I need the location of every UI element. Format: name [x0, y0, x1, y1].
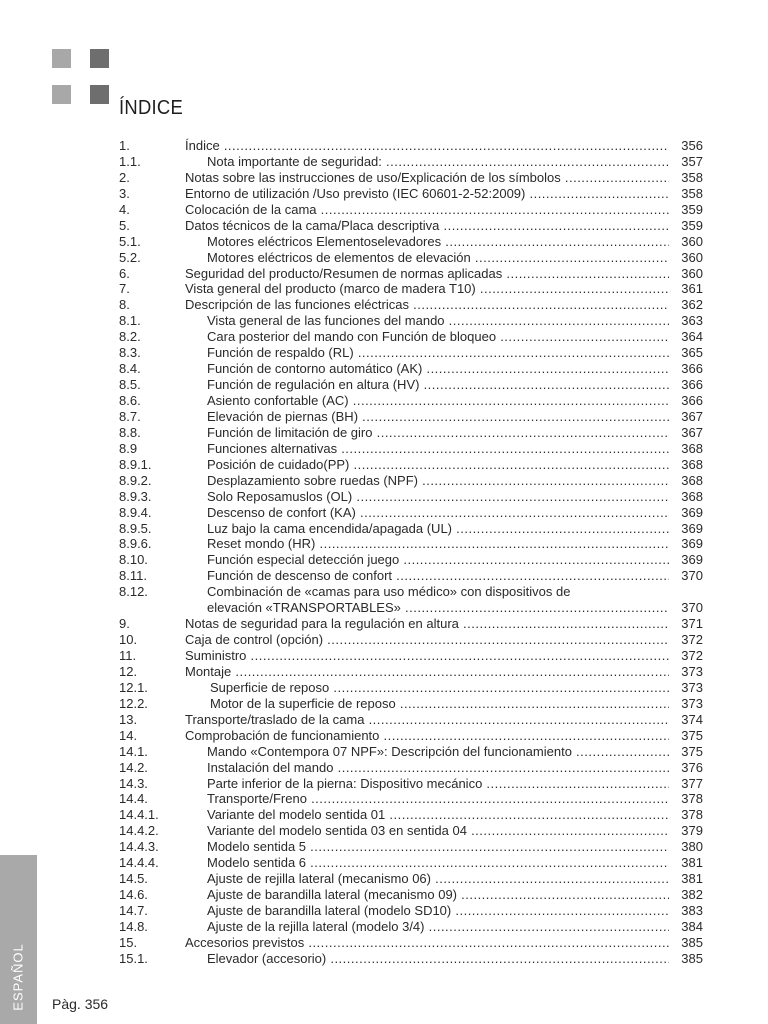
toc-entry-page: 367 [681, 408, 703, 424]
toc-entry-title: Caja de control (opción) ..... [185, 632, 669, 648]
toc-entry[interactable] [119, 473, 703, 489]
toc-entry-page: 377 [681, 775, 703, 791]
toc-entry-page: 376 [681, 759, 703, 775]
toc-entry-number: 13. [119, 711, 138, 727]
toc-entry-page: 370 [681, 600, 703, 616]
toc-entry-number: 10. [119, 632, 138, 648]
toc-entry-title: elevación «TRANSPORTABLES» ..... [207, 600, 669, 616]
toc-entry-title: Datos técnicos de la cama/Placa descriptiva ..... [185, 218, 669, 234]
toc-entry[interactable] [119, 154, 703, 170]
toc-entry-number: 14.1. [119, 743, 148, 759]
toc-entry[interactable] [119, 361, 703, 377]
toc-entry[interactable] [119, 760, 703, 776]
toc-entry-title: Modelo sentida 5 ..... [207, 839, 669, 855]
toc-entry-title: Mando «Contempora 07 NPF»: Descripción del funcionamiento ..... [207, 744, 669, 760]
toc-entry-page: 369 [681, 552, 703, 568]
toc-entry-title: Descenso de confort (KA) ..... [207, 505, 669, 521]
toc-entry-page: 369 [681, 504, 703, 520]
toc-entry-title: Luz bajo la cama encendida/apagada (UL) ..... [207, 521, 669, 537]
toc-entry-number: 1. [119, 138, 130, 153]
toc-entry-number: 8.9.1. [119, 456, 152, 472]
toc-entry[interactable] [119, 855, 703, 871]
toc-entry-title: Variante del modelo sentida 03 en sentida 04 ..... [207, 823, 669, 839]
toc-entry-number: 8.4. [119, 361, 141, 377]
toc-entry-title: Reset mondo (HR) ..... [207, 536, 669, 552]
toc-entry-number: 6. [119, 265, 130, 281]
toc-entry-number: 3. [119, 185, 130, 201]
toc-entry-page: 383 [681, 903, 703, 918]
toc-entry-number: 14.8. [119, 918, 148, 934]
toc-entry-title: Colocación de la cama ..... [185, 202, 669, 218]
toc-entry-number: 8.9.4. [119, 504, 152, 520]
toc-entry-title: Seguridad del producto/Resumen de normas aplicadas ..... [185, 266, 669, 282]
toc-entry-title: Cara posterior del mando con Función de bloqueo ..... [207, 329, 669, 345]
toc-entry[interactable] [119, 202, 703, 218]
toc-entry-number: 8.9.3. [119, 488, 152, 504]
toc-entry-title: Nota importante de seguridad: ..... [207, 154, 669, 170]
toc-entry-number: 11. [119, 648, 137, 663]
toc-entry-page: 362 [681, 297, 703, 313]
toc-entry[interactable] [119, 807, 703, 823]
toc-entry[interactable] [119, 250, 703, 266]
toc-entry-page: 373 [681, 695, 703, 711]
toc-entry[interactable] [119, 632, 703, 648]
toc-entry[interactable] [119, 776, 703, 792]
toc-entry-title: Motores eléctricos de elementos de elevación ..... [207, 250, 669, 266]
toc-entry-page: 369 [681, 520, 703, 536]
toc-entry-page: 385 [681, 934, 703, 950]
toc-entry-number: 5.1. [119, 233, 141, 249]
toc-entry-page: 373 [681, 663, 703, 679]
toc-entry-title: Transporte/traslado de la cama ..... [185, 712, 669, 728]
toc-entry[interactable] [119, 329, 703, 345]
toc-entry[interactable] [119, 281, 703, 297]
toc-entry-title: Función de regulación en altura (HV) ..... [207, 377, 669, 393]
toc-entry-number: 5.2. [119, 249, 141, 265]
toc-entry-title: Modelo sentida 6 ..... [207, 855, 669, 871]
toc-entry-number: 14.4.4. [119, 855, 159, 871]
toc-entry-page: 361 [681, 281, 703, 297]
toc-entry-page: 368 [681, 456, 703, 472]
toc-entry-title: Ajuste de rejilla lateral (mecanismo 06) ..... [207, 871, 669, 887]
toc-entry-page: 382 [681, 887, 703, 903]
toc-entry[interactable] [119, 616, 703, 632]
toc-entry-number: 8.10. [119, 552, 148, 568]
toc-entry-number: 8.7. [119, 408, 141, 424]
toc-entry-number: 8.6. [119, 393, 141, 408]
toc-entry[interactable] [119, 234, 703, 250]
toc-entry[interactable] [119, 744, 703, 760]
toc-entry[interactable] [119, 839, 703, 855]
toc-entry-number: 8.9 [119, 440, 138, 456]
toc-entry[interactable] [119, 648, 703, 664]
toc-entry-title: Índice ..... [185, 138, 669, 154]
toc-entry-number: 14.4. [119, 791, 148, 807]
toc-entry[interactable] [119, 728, 703, 744]
toc-entry-page: 364 [681, 329, 703, 345]
toc-entry-number: 14. [119, 727, 138, 743]
toc-entry-page: 368 [681, 488, 703, 504]
toc-entry-number: 8.9.2. [119, 472, 152, 488]
toc-entry-page: 370 [681, 568, 703, 584]
toc-entry[interactable] [119, 919, 703, 935]
toc-entry-title: Accesorios previstos ..... [185, 935, 669, 951]
toc-entry-page: 381 [681, 871, 703, 887]
toc-entry[interactable] [119, 568, 703, 584]
toc-entry[interactable] [119, 345, 703, 361]
toc-entry-page: 375 [681, 743, 703, 759]
toc-entry-page: 363 [681, 313, 703, 329]
toc-entry-number: 8.12. [119, 584, 148, 600]
toc-entry-title: Vista general de las funciones del mando ..... [207, 313, 669, 329]
decor-square-top-left [52, 49, 71, 68]
toc-entry-title: Ajuste de la rejilla lateral (modelo 3/4) ..... [207, 919, 669, 935]
toc-entry-number: 14.4.2. [119, 823, 159, 839]
toc-entry-number: 4. [119, 201, 130, 217]
toc-entry[interactable] [119, 521, 703, 537]
toc-entry-page: 385 [681, 950, 703, 966]
toc-entry-title: Entorno de utilización /Uso previsto (IEC 60601-2-52:2009) ..... [185, 186, 669, 202]
toc-entry-title: Instalación del mando ..... [207, 760, 669, 776]
toc-entry-title: Motores eléctricos Elementoselevadores ..... [207, 234, 669, 250]
toc-entry-page: 367 [681, 424, 703, 440]
toc-entry-title: Función de limitación de giro ..... [207, 425, 669, 441]
toc-entry-number: 14.4.3. [119, 839, 159, 855]
toc-entry-page: 359 [681, 217, 703, 233]
toc-entry-number: 14.5. [119, 871, 148, 887]
toc-entry-page: 359 [681, 201, 703, 217]
toc-entry-number: 12.2. [119, 695, 148, 711]
decor-square-bottom-left [52, 85, 71, 104]
toc-entry[interactable] [119, 935, 703, 951]
toc-entry[interactable] [119, 266, 703, 282]
toc-entry[interactable] [119, 887, 703, 903]
toc-entry[interactable] [119, 170, 703, 186]
toc-entry-page: 373 [681, 679, 703, 695]
toc-entry-number: 15. [119, 934, 138, 950]
toc-entry-page: 374 [681, 711, 703, 727]
toc-entry-title: Parte inferior de la pierna: Dispositivo mecánico ..... [207, 776, 669, 792]
toc-entry-number: 12.1. [119, 679, 148, 695]
toc-entry-title: Ajuste de barandilla lateral (modelo SD10) ..... [207, 903, 669, 919]
toc-entry-page: 369 [681, 536, 703, 552]
toc-entry-page: 379 [681, 823, 703, 839]
toc-entry-page: 358 [681, 169, 703, 185]
toc-entry-page: 375 [681, 727, 703, 743]
toc-entry[interactable] [119, 457, 703, 473]
toc-entry-page: 371 [681, 616, 703, 632]
toc-entry-title: Desplazamiento sobre ruedas (NPF) ..... [207, 473, 669, 489]
toc-entry-title: Función de contorno automático (AK) ..... [207, 361, 669, 377]
toc-entry-page: 360 [681, 233, 703, 249]
toc-entry-title: Suministro ..... [185, 648, 669, 664]
toc-entry[interactable] [119, 791, 703, 807]
page-number: Pàg. 356 [52, 996, 109, 1012]
toc-entry-title: Ajuste de barandilla lateral (mecanismo 09) ..... [207, 887, 669, 903]
toc-entry[interactable] [119, 680, 703, 696]
toc-entry-title: Elevación de piernas (BH) ..... [207, 409, 669, 425]
table-of-contents [119, 138, 703, 967]
toc-entry-number: 8.5. [119, 377, 141, 393]
toc-entry[interactable] [119, 664, 703, 680]
toc-entry[interactable] [119, 823, 703, 839]
toc-entry-page: 358 [681, 185, 703, 201]
toc-entry-number: 8.9.5. [119, 520, 152, 536]
toc-entry-page: 372 [681, 632, 703, 648]
toc-entry-page: 368 [681, 472, 703, 488]
toc-entry[interactable] [119, 584, 703, 600]
toc-entry-page: 366 [681, 377, 703, 393]
toc-entry-page: 366 [681, 361, 703, 377]
toc-entry[interactable] [119, 951, 703, 967]
toc-entry-page: 378 [681, 807, 703, 823]
toc-entry-page: 384 [681, 918, 703, 934]
toc-entry-number: 9. [119, 616, 130, 632]
toc-entry-number: 14.6. [119, 887, 148, 903]
toc-entry-number: 15.1. [119, 950, 148, 966]
toc-entry-title: Función especial detección juego ..... [207, 552, 669, 568]
toc-entry-title: Notas sobre las instrucciones de uso/Explicación de los símbolos ..... [185, 170, 669, 186]
toc-entry-title: Elevador (accesorio) ..... [207, 951, 669, 967]
toc-entry-title: Posición de cuidado(PP) ..... [207, 457, 669, 473]
language-tab-label: ESPAÑOL [10, 943, 26, 1011]
toc-entry-page: 366 [681, 393, 703, 408]
toc-entry-number: 8.8. [119, 424, 141, 440]
toc-entry-number: 8.11. [119, 568, 147, 584]
decor-square-top-right [90, 49, 109, 68]
toc-entry-page: 360 [681, 265, 703, 281]
decor-square-bottom-right [90, 85, 109, 104]
toc-entry-title: Montaje ..... [185, 664, 669, 680]
toc-entry-page: 372 [681, 648, 703, 663]
toc-entry[interactable] [119, 297, 703, 313]
toc-entry-title: Funciones alternativas ..... [207, 441, 669, 457]
toc-entry[interactable] [119, 712, 703, 728]
page-title: ÍNDICE [119, 97, 184, 119]
toc-entry[interactable] [119, 393, 703, 409]
toc-entry-page: 368 [681, 440, 703, 456]
toc-entry-title: Función de descenso de confort ..... [207, 568, 669, 584]
toc-entry-number: 14.2. [119, 759, 148, 775]
toc-entry[interactable] [119, 536, 703, 552]
toc-entry-title: Transporte/Freno ..... [207, 791, 669, 807]
toc-entry[interactable] [119, 377, 703, 393]
toc-entry[interactable] [119, 600, 703, 616]
toc-entry-page: 378 [681, 791, 703, 807]
toc-entry-page: 357 [681, 153, 703, 169]
toc-entry[interactable] [119, 138, 703, 154]
toc-entry[interactable] [119, 313, 703, 329]
toc-entry-number: 14.7. [119, 903, 148, 918]
toc-entry-title: Combinación de «camas para uso médico» con dispositivos de [207, 584, 571, 600]
toc-entry-number: 14.3. [119, 775, 148, 791]
toc-entry-page: 356 [681, 138, 703, 153]
toc-entry[interactable] [119, 552, 703, 568]
toc-entry[interactable] [119, 871, 703, 887]
toc-entry-title: Superficie de reposo ..... [210, 680, 669, 696]
toc-entry-page: 380 [681, 839, 703, 855]
toc-entry-title: Variante del modelo sentida 01 ..... [207, 807, 669, 823]
toc-entry[interactable] [119, 441, 703, 457]
toc-entry-title: Solo Reposamuslos (OL) ..... [207, 489, 669, 505]
toc-entry-number: 8. [119, 297, 130, 313]
toc-entry-title: Motor de la superficie de reposo ..... [210, 696, 669, 712]
toc-entry[interactable] [119, 425, 703, 441]
toc-entry-number: 12. [119, 663, 138, 679]
toc-entry-number: 8.2. [119, 329, 141, 345]
toc-entry[interactable] [119, 903, 703, 919]
toc-entry-number: 2. [119, 169, 130, 185]
toc-entry-number: 8.1. [119, 313, 141, 329]
toc-entry-number: 8.3. [119, 345, 141, 361]
toc-entry-title: Vista general del producto (marco de madera T10) ..... [185, 281, 669, 297]
toc-entry-page: 360 [681, 249, 703, 265]
toc-entry-title: Comprobación de funcionamiento ..... [185, 728, 669, 744]
toc-entry[interactable] [119, 409, 703, 425]
toc-entry-title: Descripción de las funciones eléctricas ..... [185, 297, 669, 313]
toc-entry-page: 365 [681, 345, 703, 361]
toc-entry[interactable] [119, 696, 703, 712]
toc-entry-number: 5. [119, 217, 130, 233]
toc-entry-number: 1.1. [119, 153, 141, 169]
toc-entry-page: 381 [681, 855, 703, 871]
toc-entry-number: 14.4.1. [119, 807, 159, 823]
toc-entry[interactable] [119, 489, 703, 505]
toc-entry[interactable] [119, 218, 703, 234]
toc-entry[interactable] [119, 186, 703, 202]
toc-entry-title: Asiento confortable (AC) ..... [207, 393, 669, 409]
toc-entry-title: Función de respaldo (RL) ..... [207, 345, 669, 361]
toc-entry-number: 8.9.6. [119, 536, 152, 552]
toc-entry-title: Notas de seguridad para la regulación en altura ..... [185, 616, 669, 632]
toc-entry[interactable] [119, 505, 703, 521]
toc-entry-number: 7. [119, 281, 130, 297]
